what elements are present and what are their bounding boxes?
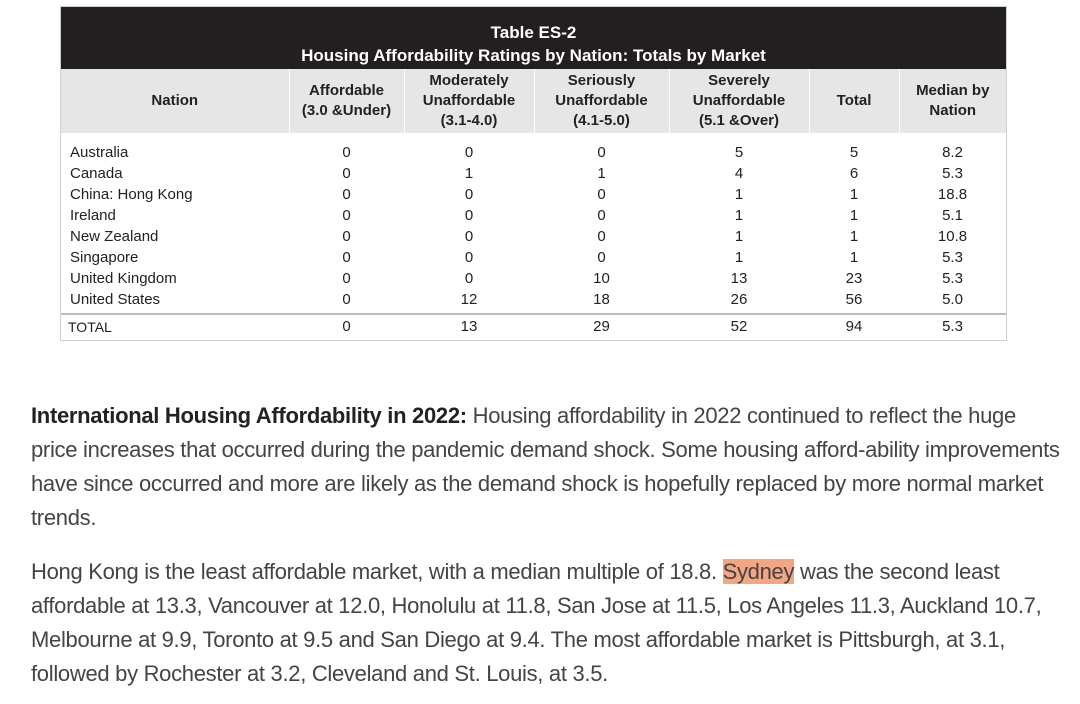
intro-lead: International Housing Affordability in 2022: — [31, 403, 467, 428]
value-cell: 5 — [849, 144, 859, 161]
table-row — [61, 163, 1006, 184]
column-header-line: Unaffordable — [422, 92, 516, 109]
value-cell: 0 — [342, 291, 351, 308]
column-header-line: Affordable — [309, 82, 384, 99]
value-cell: 5.3 — [942, 249, 963, 266]
value-cell: 1 — [734, 186, 744, 203]
nation-cell: Ireland — [70, 207, 116, 224]
value-cell: 0 — [464, 270, 474, 287]
value-cell: 56 — [845, 291, 863, 308]
column-header-line: Total — [836, 92, 872, 109]
intro-text: Housing affordability in 2022 continued to reflect the huge price increases that occurred during the pandemic demand shock. Some housing afford-ability improvements have since occurred and more are likely as the demand shock is hopefully replaced by more normal market trends. — [31, 403, 1060, 530]
nation-cell: New Zealand — [70, 228, 159, 245]
table-row — [61, 268, 1006, 289]
value-cell: 0 — [342, 249, 351, 266]
table-row — [61, 247, 1006, 268]
total-value-cell: 94 — [809, 314, 899, 340]
total-value-cell: 0 — [289, 314, 404, 340]
value-cell: 1 — [849, 228, 859, 245]
nation-cell: Singapore — [70, 249, 139, 266]
total-label: TOTAL — [61, 314, 289, 340]
column-header-line: (3.0 &Under) — [301, 102, 392, 119]
value-cell: 10.8 — [937, 228, 968, 245]
value-cell: 26 — [730, 291, 748, 308]
table-row — [61, 184, 1006, 205]
intro-paragraph — [31, 399, 1061, 535]
column-header — [669, 69, 809, 133]
table-caption-title: Housing Affordability Ratings by Nation: Totals by Market — [301, 46, 766, 65]
value-cell: 5.1 — [942, 207, 963, 224]
column-header-line: Seriously — [567, 72, 636, 89]
total-value-cell: 29 — [534, 314, 669, 340]
column-header-line: Severely — [708, 72, 770, 89]
value-cell: 0 — [597, 207, 606, 224]
column-header-line: (4.1-5.0) — [573, 112, 630, 129]
table-caption-number: Table ES-2 — [490, 23, 577, 42]
column-header-line: Nation — [929, 102, 977, 119]
column-header-line: Moderately — [429, 72, 509, 89]
ranking-text-start: Hong Kong is the least affordable market, with a median multiple of 18.8. — [31, 559, 723, 584]
value-cell: 1 — [849, 207, 859, 224]
column-header — [534, 69, 669, 133]
table-row — [61, 226, 1006, 247]
ranking-text-end: was the second least affordable at 13.3, Vancouver at 12.0, Honolulu at 11.8, San Jose at 11.5, Los Angeles 11.3, Auckland 10.7, Melbourne at 9.9, Toronto at 9.5 and San Diego at 9.4. The most affordable market is Pittsburgh, at 3.1, followed by Rochester at 3.2, Cleveland and St. Louis, at 3.5. — [31, 559, 1042, 686]
value-cell: 0 — [342, 228, 351, 245]
value-cell: 0 — [597, 249, 606, 266]
nation-cell: United Kingdom — [70, 270, 177, 287]
table-header-row — [61, 69, 1006, 133]
column-header-line: Median by — [916, 82, 990, 99]
value-cell: 13 — [730, 270, 748, 287]
value-cell: 1 — [734, 249, 744, 266]
column-header-line: Unaffordable — [555, 92, 648, 109]
value-cell: 1 — [849, 249, 859, 266]
total-value-cell: 5.3 — [899, 314, 1006, 340]
column-header — [809, 69, 899, 133]
value-cell: 0 — [342, 144, 351, 161]
value-cell: 0 — [342, 165, 351, 182]
value-cell: 0 — [464, 144, 474, 161]
value-cell: 6 — [849, 165, 859, 182]
value-cell: 4 — [734, 165, 744, 182]
value-cell: 18.8 — [937, 186, 968, 203]
table-row — [61, 133, 1006, 163]
ranking-paragraph — [31, 555, 1061, 691]
nation-cell: China: Hong Kong — [70, 186, 193, 203]
column-header — [61, 69, 289, 133]
table-row — [61, 205, 1006, 226]
value-cell: 0 — [597, 228, 606, 245]
value-cell: 5.3 — [942, 165, 963, 182]
nation-cell: Canada — [70, 165, 123, 182]
value-cell: 1 — [734, 228, 744, 245]
value-cell: 1 — [597, 165, 606, 182]
affordability-table — [60, 6, 1007, 341]
value-cell: 1 — [849, 186, 859, 203]
column-header-line: (5.1 &Over) — [698, 112, 780, 129]
total-value-cell: 52 — [669, 314, 809, 340]
value-cell: 18 — [593, 291, 610, 308]
column-header — [289, 69, 404, 133]
nation-cell: Australia — [70, 144, 129, 161]
value-cell: 0 — [342, 270, 351, 287]
column-header — [899, 69, 1006, 133]
value-cell: 0 — [597, 144, 606, 161]
value-cell: 0 — [464, 207, 474, 224]
total-value-cell: 13 — [404, 314, 534, 340]
value-cell: 0 — [342, 186, 351, 203]
value-cell: 0 — [464, 249, 474, 266]
value-cell: 0 — [597, 186, 606, 203]
table-body — [61, 133, 1006, 340]
ratings-table — [61, 69, 1006, 340]
highlighted-word[interactable]: Sydney — [722, 559, 795, 584]
value-cell: 8.2 — [942, 144, 963, 161]
value-cell: 1 — [734, 207, 744, 224]
value-cell: 1 — [464, 165, 474, 182]
value-cell: 5.0 — [942, 291, 963, 308]
total-row — [61, 314, 1006, 340]
value-cell: 5.3 — [942, 270, 963, 287]
column-header-line: (3.1-4.0) — [440, 112, 498, 129]
value-cell: 12 — [460, 291, 478, 308]
table-caption — [61, 7, 1006, 69]
table-row — [61, 289, 1006, 314]
value-cell: 0 — [464, 186, 474, 203]
value-cell: 23 — [845, 270, 863, 287]
value-cell: 0 — [342, 207, 351, 224]
nation-cell: United States — [70, 291, 161, 308]
column-header-line: Nation — [151, 92, 199, 109]
value-cell: 5 — [734, 144, 744, 161]
value-cell: 0 — [464, 228, 474, 245]
column-header — [404, 69, 534, 133]
column-header-line: Unaffordable — [692, 92, 786, 109]
value-cell: 10 — [593, 270, 610, 287]
